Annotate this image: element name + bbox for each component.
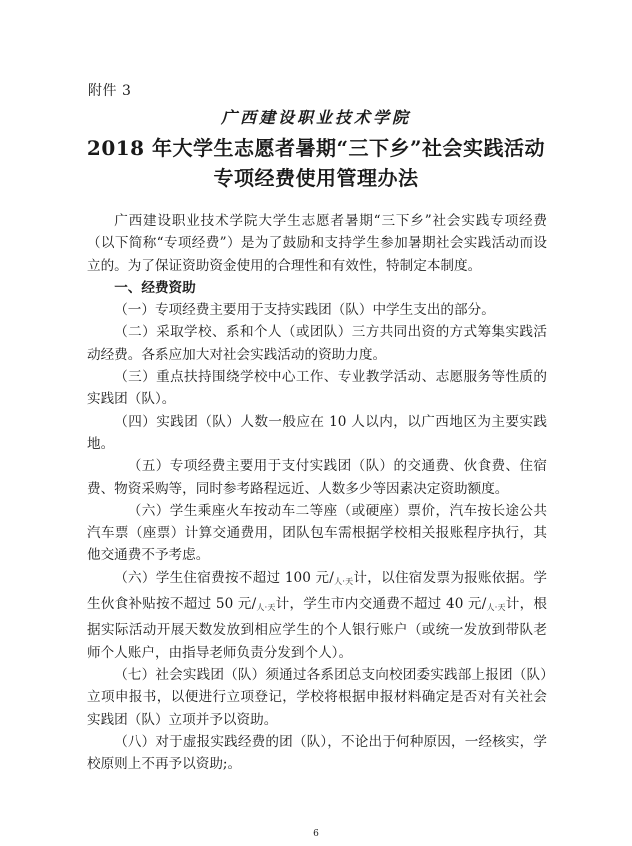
unit-subscript: 人·天: [333, 576, 354, 586]
page-number: 6: [313, 829, 319, 839]
unit-subscript: 人·天: [486, 603, 506, 613]
item-3: （三）重点扶持围绕学校中心工作、专业教学活动、志愿服务等性质的实践团（队）。: [87, 369, 547, 408]
item-2: （二）采取学校、系和个人（或团队）三方共同出资的方式筹集实践活动经费。各系应加大对社会实践活动的资助力度。: [87, 324, 547, 363]
institution-name: 广西建设职业技术学院: [220, 108, 411, 127]
document-title-line-1: 2018 年大学生志愿者暑期“三下乡”社会实践活动: [86, 136, 546, 160]
item-1: （一）专项经费主要用于支持实践团（队）中学生支出的部分。: [114, 302, 495, 319]
item-5: （五）专项经费主要用于支付实践团（队）的交通费、伙食费、住宿费、物资采购等，同时参考路程远近、人数多少等因素决定资助额度。: [87, 458, 547, 497]
item-4: （四）实践团（队）人数一般应在 10 人以内，以广西地区为主要实践地。: [87, 413, 547, 452]
item-6b: [87, 567, 547, 664]
section-heading: 一、经费资助: [114, 279, 196, 296]
item-6a: （六）学生乘座火车按动车二等座（或硬座）票价，汽车按长途公共汽车票（座票）计算交通费用，团队包车需根据学校相关报账程序执行，其他交通费不予考虑。: [87, 502, 547, 564]
intro-paragraph: 广西建设职业技术学院大学生志愿者暑期“三下乡”社会实践专项经费（以下简称“专项经费”）是为了鼓励和支持学生参加暑期社会实践活动而设立的。为了保证资助资金使用的合理性和有效性，特制定本制度。: [87, 213, 547, 274]
item-6b-part-d: 计，根据实际活动开展天数发放到相应学生的个人银行账户（或统一发放到带队老师个人账户，由指导老师负责分发到个人）。: [87, 596, 547, 661]
item-6b-part-a: （六）学生住宿费按不超过 100 元/: [114, 569, 334, 586]
document-body: [87, 210, 547, 775]
item-8: （八）对于虚报实践经费的团（队），不论出于何种原因，一经核实，学校原则上不再予以资助;。: [87, 733, 547, 773]
attachment-label: 附件 3: [88, 83, 132, 99]
document-title-line-2: 专项经费使用管理办法: [213, 166, 419, 190]
unit-subscript: 人·天: [256, 603, 276, 613]
item-7: （七）社会实践团（队）须通过各系团总支向校团委实践部上报团（队）立项申报书，以便进行立项登记，学校将根据申报材料确定是否对有关社会实践团（队）立项并予以资助。: [87, 666, 547, 728]
item-6b-part-c: 计，学生市内交通费不超过 40 元/: [275, 596, 487, 613]
item-6b-part-b: 计，以住宿发票为报账依据。学生伙食补贴按不超过 50 元/: [87, 569, 548, 613]
